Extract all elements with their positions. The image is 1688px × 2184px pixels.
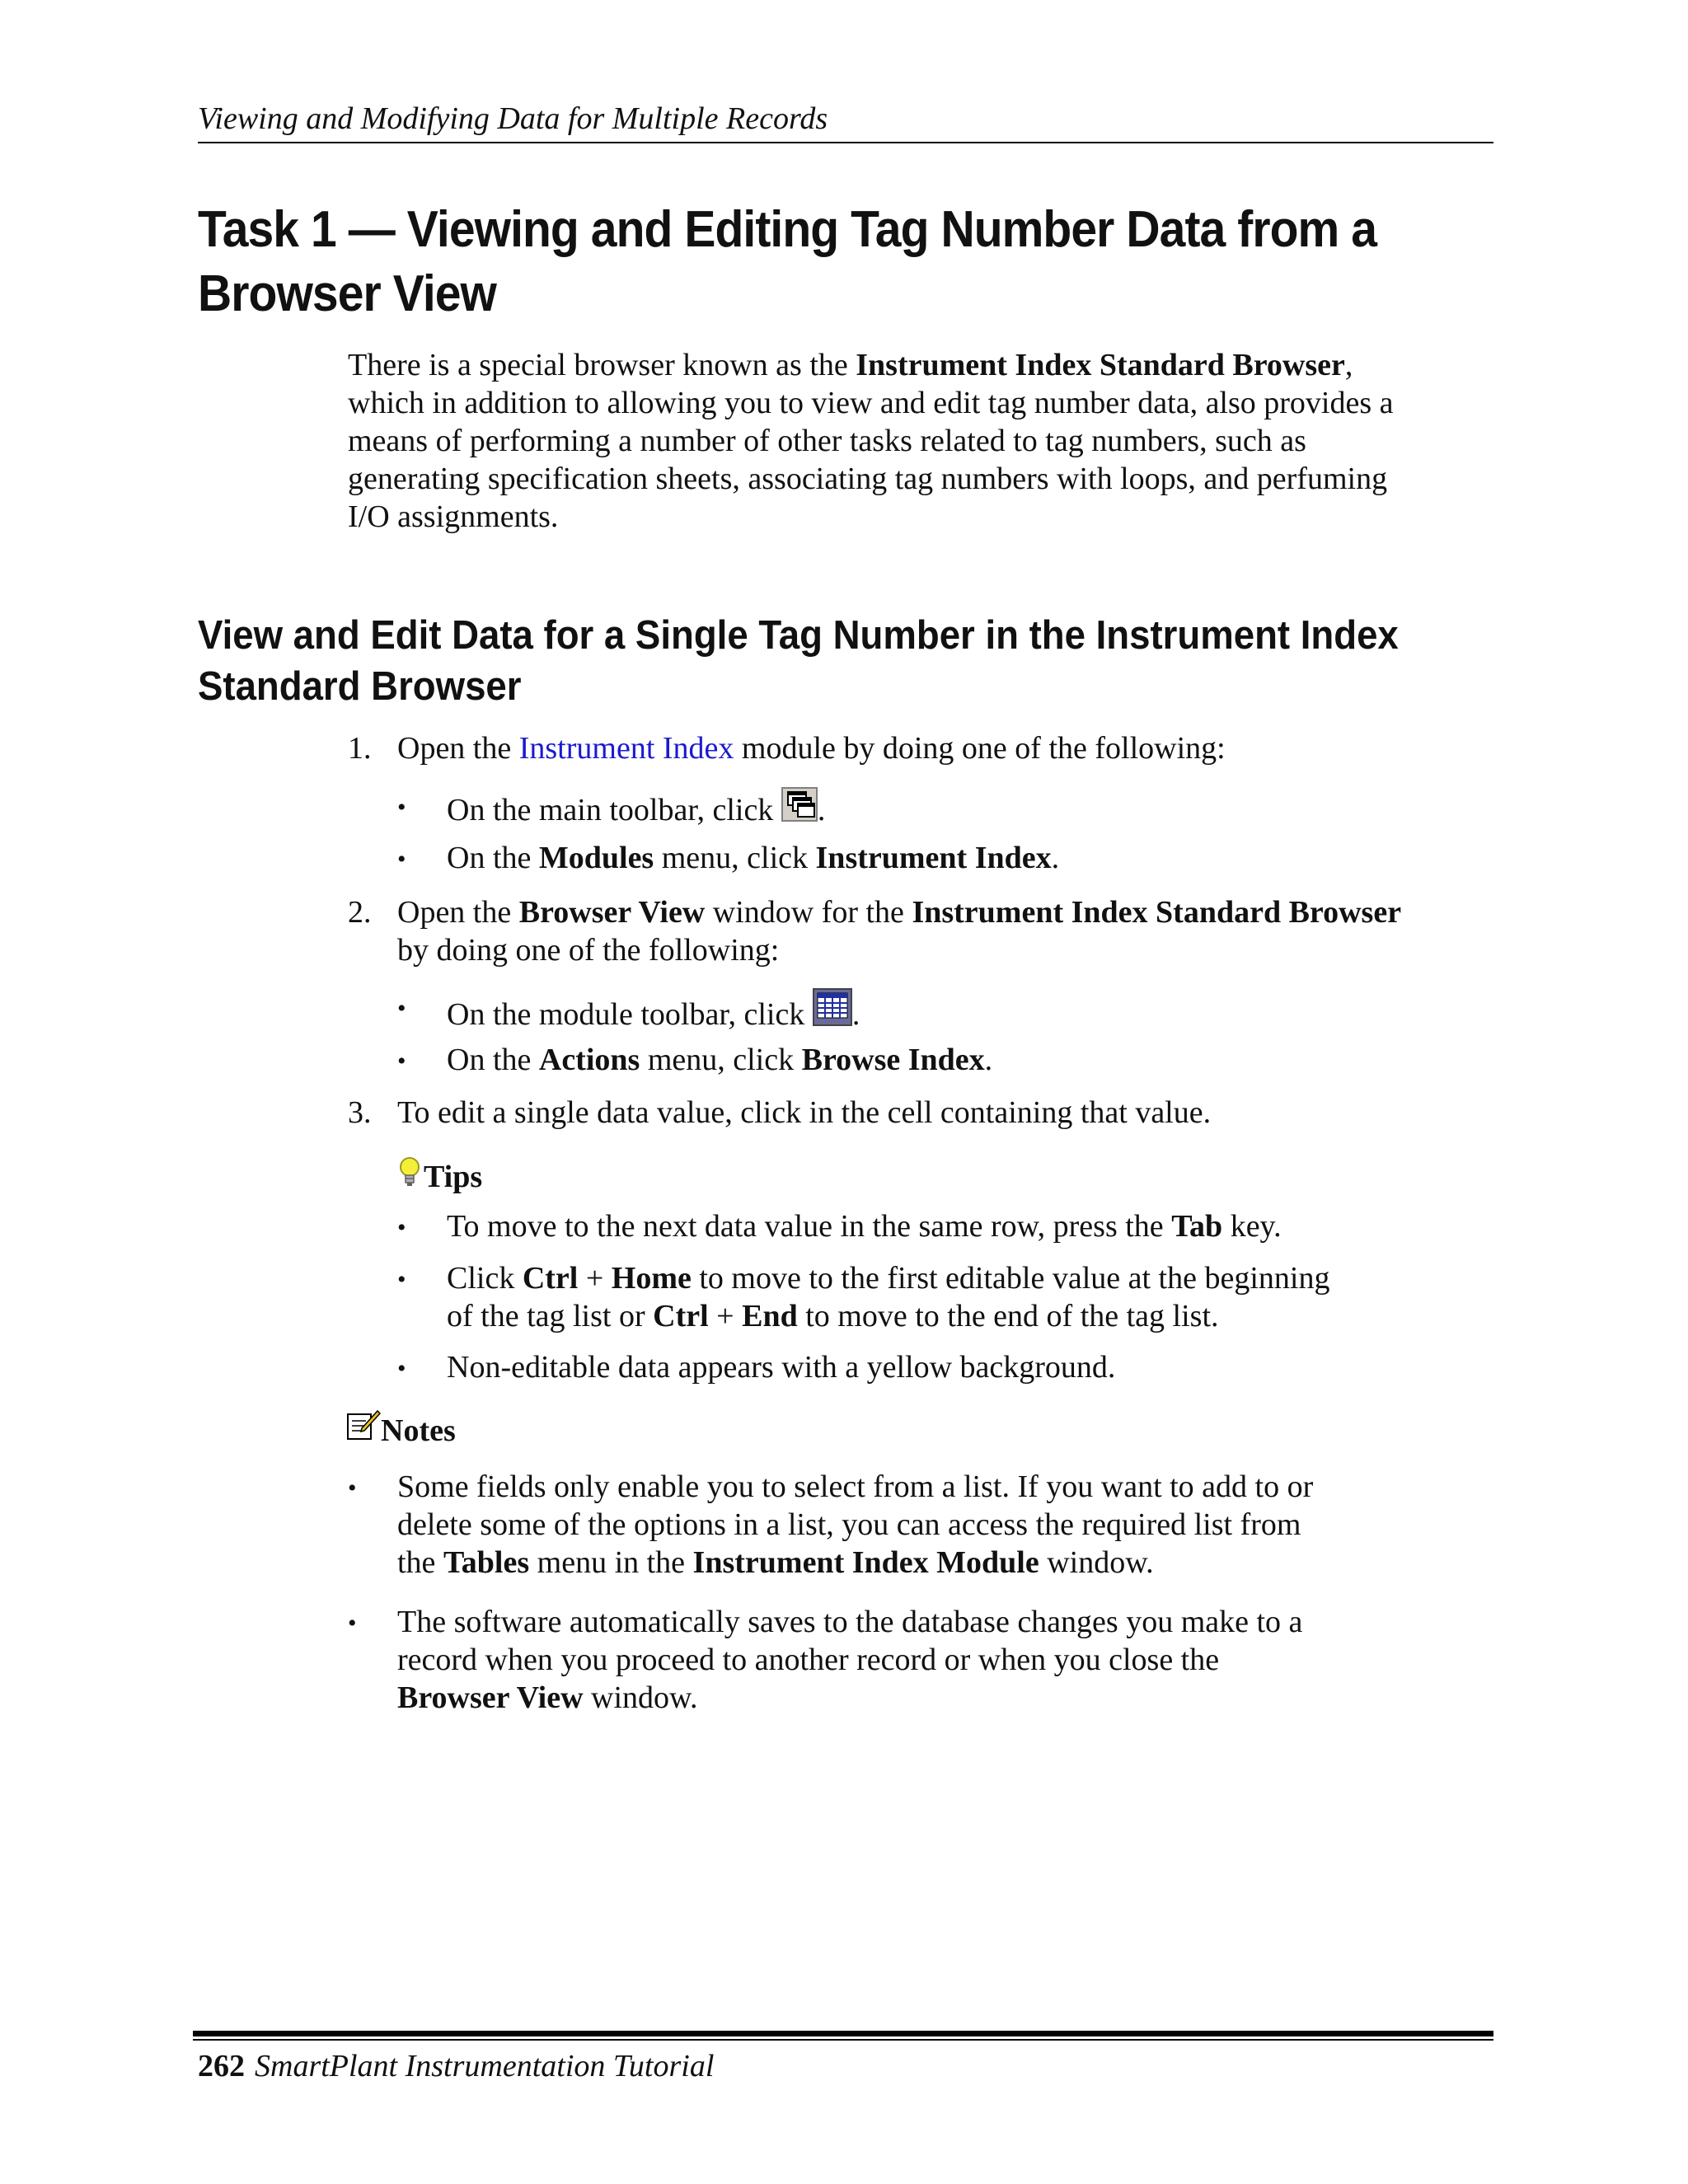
bold-term: Instrument Index Module <box>692 1545 1039 1580</box>
footer-rule <box>193 2031 1493 2036</box>
tip-2 <box>447 1259 1329 1297</box>
windows-stack-icon <box>781 787 818 831</box>
bold-term: Modules <box>538 841 654 875</box>
bold-key: Home <box>611 1261 692 1296</box>
task-title-line2: Browser View <box>198 265 497 322</box>
book-title: SmartPlant Instrumentation Tutorial <box>255 2049 715 2083</box>
note-text: menu in the <box>529 1545 693 1580</box>
step-text: Open the <box>397 731 519 766</box>
intro-text: I/O assignments. <box>348 499 559 534</box>
bullet-text: On the main toolbar, click <box>447 793 781 827</box>
bold-term: Browser View <box>518 895 706 930</box>
section-heading-line2: Standard Browser <box>198 664 522 709</box>
tips-title <box>396 1155 482 1197</box>
instrument-index-link[interactable]: Instrument Index <box>518 731 734 766</box>
intro-text: generating specification sheets, associating tag numbers with loops, and perfuming <box>348 462 1388 496</box>
note-2-line1: The software automatically saves to the database changes you make to a <box>397 1605 1303 1639</box>
note-text: the <box>397 1545 443 1580</box>
bold-key: Tab <box>1171 1209 1223 1244</box>
bullet: • <box>397 1047 406 1075</box>
bullet-text: . <box>817 793 826 827</box>
intro-text: means of performing a number of other tasks related to tag numbers, such as <box>348 424 1306 458</box>
lightbulb-icon <box>396 1155 424 1197</box>
bullet-text: On the <box>447 1043 539 1077</box>
bullet: • <box>348 1610 357 1637</box>
intro-text: There is a special browser known as the <box>348 348 856 382</box>
section-heading <box>198 610 1455 712</box>
bullet-text: On the <box>447 841 539 875</box>
note-2-line2: record when you proceed to another record or when you close the <box>397 1643 1220 1677</box>
task-title <box>198 198 1411 326</box>
bullet: • <box>397 995 406 1022</box>
bullet: • <box>397 1214 406 1241</box>
step-1-bullet-2 <box>447 839 1059 877</box>
tip-text: + <box>578 1261 612 1296</box>
tip-text: to move to the end of the tag list. <box>797 1299 1219 1333</box>
note-1-line2: delete some of the options in a list, you can access the required list from <box>397 1507 1301 1542</box>
intro-bold-browser: Instrument Index Standard Browser <box>856 348 1345 382</box>
tip-text: To move to the next data value in the same row, press the <box>447 1209 1172 1244</box>
step-3-text: To edit a single data value, click in the cell containing that value. <box>397 1095 1212 1130</box>
bold-term: Instrument Index Standard Browser <box>912 895 1402 930</box>
tip-text: + <box>708 1299 743 1333</box>
intro-paragraph <box>348 346 1502 536</box>
step-number: 3. <box>348 1095 372 1130</box>
notes-title <box>346 1409 456 1451</box>
tip-3: Non-editable data appears with a yellow background. <box>447 1350 1116 1385</box>
grid-table-icon <box>813 988 852 1035</box>
note-2-line3 <box>397 1679 698 1717</box>
step-text: Open the <box>397 895 519 930</box>
tip-1 <box>447 1207 1282 1245</box>
step-number: 2. <box>348 895 372 930</box>
page-footer <box>198 2046 714 2087</box>
tip-text: key. <box>1222 1209 1282 1244</box>
bold-term: Instrument Index <box>815 841 1052 875</box>
note-1-line3 <box>397 1544 1154 1582</box>
note-1-line1: Some fields only enable you to select from a list. If you want to add to or <box>397 1469 1314 1504</box>
bold-term: Browser View <box>397 1680 584 1715</box>
bold-term: Actions <box>538 1043 640 1077</box>
tip-text: to move to the first editable value at the beginning <box>691 1261 1330 1296</box>
bullet-text: menu, click <box>640 1043 802 1077</box>
notepad-pencil-icon <box>346 1409 381 1451</box>
intro-text: , <box>1344 348 1353 382</box>
bullet-text: . <box>1051 841 1060 875</box>
bullet-text: . <box>851 997 860 1032</box>
bullet-text: menu, click <box>654 841 816 875</box>
step-text: module by doing one of the following: <box>734 731 1226 766</box>
step-1-text <box>397 729 1226 767</box>
bold-term: Browse Index <box>801 1043 985 1077</box>
bold-key: End <box>742 1299 798 1333</box>
bold-term: Tables <box>443 1545 530 1580</box>
bullet: • <box>348 1474 357 1502</box>
bullet: • <box>397 794 406 821</box>
intro-text: which in addition to allowing you to view and edit tag number data, also provides a <box>348 386 1394 420</box>
footer-rule-thin <box>193 2039 1493 2041</box>
note-text: window. <box>1039 1545 1154 1580</box>
bullet-text: On the module toolbar, click <box>447 997 813 1032</box>
section-heading-line1: View and Edit Data for a Single Tag Number in the Instrument Index <box>198 613 1399 658</box>
bold-key: Ctrl <box>653 1299 709 1333</box>
step-2-bullet-1 <box>447 988 860 1035</box>
running-header: Viewing and Modifying Data for Multiple Records <box>198 97 1493 143</box>
tip-2-cont <box>447 1297 1219 1335</box>
step-2-text <box>397 893 1401 931</box>
bullet: • <box>397 1266 406 1293</box>
note-text: window. <box>583 1680 698 1715</box>
bullet-text: . <box>984 1043 993 1077</box>
bullet: • <box>397 1355 406 1382</box>
step-1-bullet-1 <box>447 787 825 831</box>
task-title-line1: Task 1 — Viewing and Editing Tag Number Data from a <box>198 201 1377 258</box>
notes-title-text: Notes <box>381 1413 456 1448</box>
step-2-text-cont: by doing one of the following: <box>397 933 780 968</box>
tip-text: of the tag list or <box>447 1299 654 1333</box>
step-number: 1. <box>348 731 372 766</box>
bold-key: Ctrl <box>522 1261 579 1296</box>
step-2-bullet-2 <box>447 1041 992 1079</box>
tips-title-text: Tips <box>424 1160 483 1194</box>
step-text: window for the <box>705 895 912 930</box>
tip-text: Click <box>447 1261 523 1296</box>
bullet: • <box>397 846 406 873</box>
page-number: 262 <box>198 2049 245 2083</box>
